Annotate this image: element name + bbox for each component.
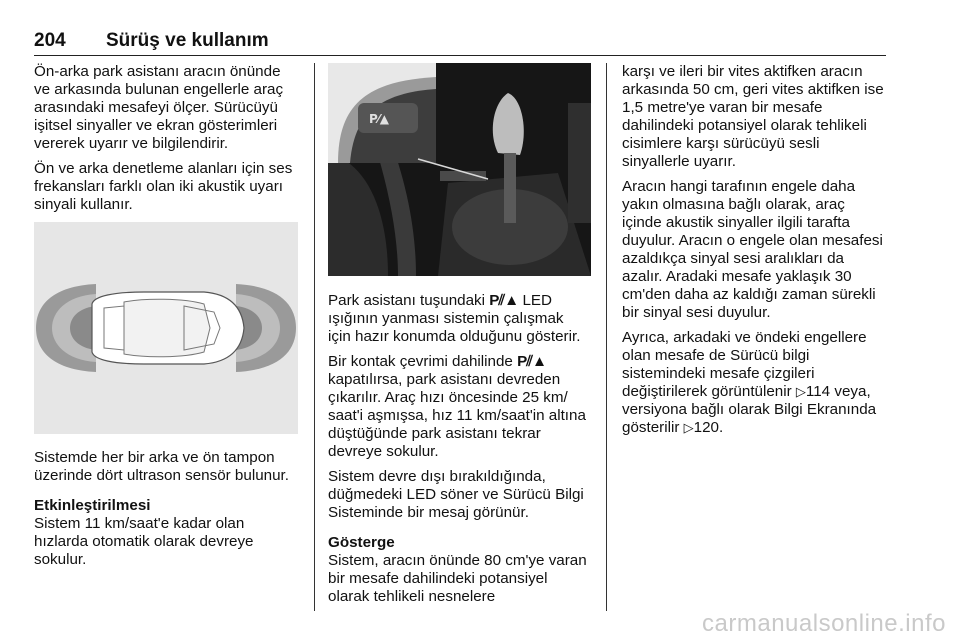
page-ref-arrow-icon: ▷ [683, 420, 694, 435]
activation-heading: Etkinleştirilmesi [34, 497, 151, 514]
page-number: 204 [34, 30, 66, 51]
page-ref-114-link[interactable]: 114 [805, 383, 831, 400]
warning-distance-paragraph: karşı ve ileri bir vites aktifken aracın arkasında 50 cm, geri vites aktifken ise 1,5 metre'ye varan bir mesafe dahilindeki potansiyel olarak tehlikeli cisimlere karşı sürücüyü sesli sinyallerle uyarır. [622, 63, 884, 170]
button-label: P⁄▲ [369, 112, 390, 126]
deactivation-paragraph: Sistem devre dışı bırakıldığında, düğmedeki LED söner ve Sürücü Bilgi Sisteminde bir mesaj görünür. [328, 468, 584, 521]
display-paragraph: Sistem, aracın önünde 80 cm'ye varan bir mesafe dahilindeki potansiyel olarak tehlikeli nesnelere [328, 552, 587, 605]
watermark: carmanualsonline.info [702, 610, 946, 637]
sensor-paragraph: Sistemde her bir arka ve ön tampon üzerinde dört ultrason sensör bulunur. [34, 449, 289, 484]
chapter-title: Sürüş ve kullanım [106, 30, 269, 51]
page-ref-120-link[interactable]: 120. [693, 419, 724, 436]
activation-paragraph: Sistem 11 km/saat'e kadar olan hızlarda otomatik olarak devreye sokulur. [34, 515, 254, 568]
page-ref-arrow-icon: ▷ [795, 384, 806, 399]
header-rule [34, 55, 886, 56]
console-illustration [328, 63, 591, 276]
page-header [34, 30, 886, 52]
column-1-lower [34, 449, 300, 576]
signal-side-paragraph: Aracın hangi tarafının engele daha yakın olmasına bağlı olarak, araç içinde akustik sinyaller ilgili tarafta duyulur. Aracın o engele olan mesafesi azaldıkça sinyal sesi aralıkları da azalır. Aradaki mesafe yaklaşık 30 cm'den daha az kaldığı zaman sürekli bir sinyal sesi duyulur. [622, 178, 883, 321]
display-lines-paragraph: Ayrıca, arkadaki ve öndeki engellere olan mesafe de Sürücü bilgi sistemindeki mesafe çizgileri değiştirilerek görüntülenir ▷114 veya, versiyona bağlı olarak Bilgi Ekranında gösterilir ▷120. [622, 329, 877, 436]
ignition-cycle-paragraph: Bir kontak çevrimi dahilinde P⫽▲ kapatılırsa, park asistanı devreden çıkarılır. Araç hızı öncesinde 25 km/ saat'i aşmışsa, hız 11 km/saat'in altına düştüğünde park asistanı tekrar devreye sokulur. [328, 353, 586, 460]
sensor-zones-illustration [34, 222, 298, 434]
column-1 [34, 63, 300, 221]
led-paragraph: Park asistanı tuşundaki P⫽▲ LED ışığının yanması sistemin çalışmak için hazır konumda olduğunu gösterir. [328, 292, 581, 345]
car-sensor-diagram [34, 222, 298, 434]
signal-paragraph: Ön ve arka denetleme alanları için ses frekansları farklı olan iki akustik uyarı sinyali kullanır. [34, 160, 293, 213]
display-heading: Gösterge [328, 534, 395, 551]
park-assist-icon: P⫽▲ [489, 292, 519, 309]
column-divider-1 [314, 63, 315, 611]
column-divider-2 [606, 63, 607, 611]
column-3 [622, 63, 888, 444]
intro-paragraph: Ön-arka park asistanı aracın önünde ve arkasında bulunan engellerle araç arasındaki mesafeyi ölçer. Sürücüyü işitsel sinyaller ve ekran gösterimleri vererek uyarır ve bilgilendirir. [34, 63, 284, 152]
car-roof [124, 299, 210, 357]
park-assist-icon: P⫽▲ [517, 353, 547, 370]
park-assist-button-photo [328, 63, 591, 276]
column-2 [328, 292, 590, 613]
